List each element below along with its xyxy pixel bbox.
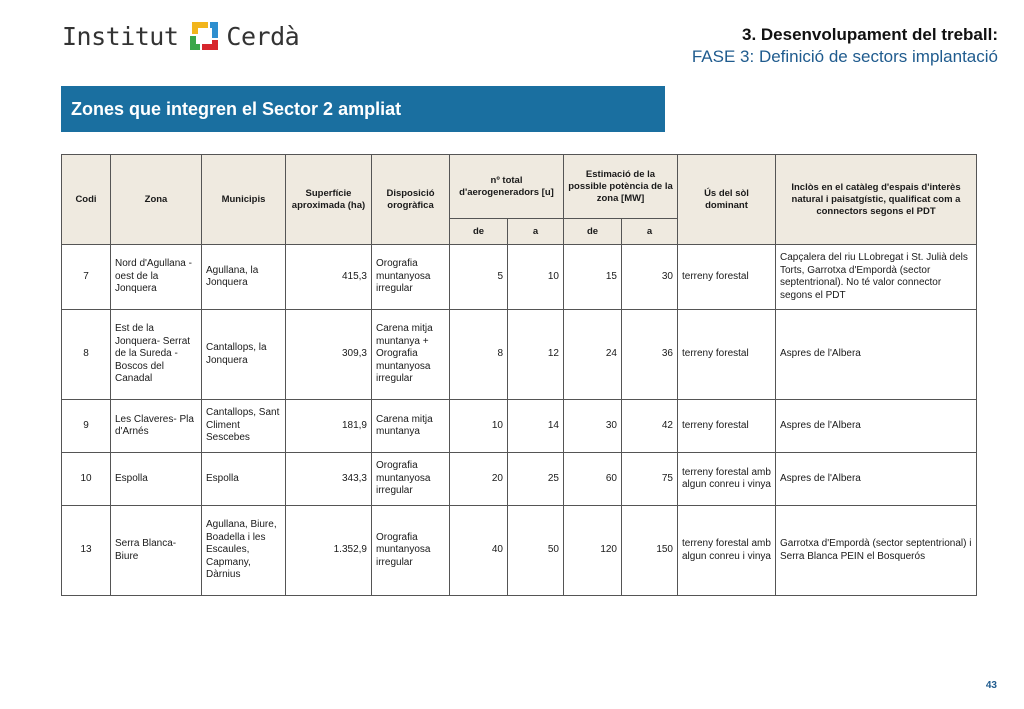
cell-codi: 7	[62, 245, 111, 310]
cell-zona: Espolla	[111, 453, 202, 506]
phase-label: FASE 3:	[691, 47, 755, 66]
header-mw-a: a	[622, 219, 678, 245]
table-row	[62, 310, 977, 400]
cell-aero-a: 25	[508, 453, 564, 506]
cell-us: terreny forestal	[678, 400, 776, 453]
cell-aero-a: 14	[508, 400, 564, 453]
header-codi: Codi	[62, 155, 111, 245]
cell-disposicio: Carena mitja muntanya	[372, 400, 450, 453]
header-aero-a: a	[508, 219, 564, 245]
cell-mw-a: 36	[622, 310, 678, 400]
cell-disposicio: Carena mitja muntanya + Orografia muntanyosa irregular	[372, 310, 450, 400]
cell-superficie: 1.352,9	[286, 506, 372, 596]
cell-cataleg: Aspres de l'Albera	[776, 310, 977, 400]
cell-cataleg: Aspres de l'Albera	[776, 400, 977, 453]
phase-title: Definició de sectors implantació	[758, 47, 998, 66]
cell-superficie: 415,3	[286, 245, 372, 310]
cell-zona: Nord d'Agullana - oest de la Jonquera	[111, 245, 202, 310]
cell-zona: Serra Blanca- Biure	[111, 506, 202, 596]
cell-codi: 13	[62, 506, 111, 596]
header-superficie: Superfície aproximada (ha)	[286, 155, 372, 245]
cell-zona: Les Claveres- Pla d'Arnés	[111, 400, 202, 453]
cerda-logo-icon	[188, 20, 220, 52]
cell-aero-de: 10	[450, 400, 508, 453]
cell-codi: 8	[62, 310, 111, 400]
cell-us: terreny forestal amb algun conreu i vinya	[678, 506, 776, 596]
cell-aero-a: 50	[508, 506, 564, 596]
cell-superficie: 343,3	[286, 453, 372, 506]
cell-codi: 9	[62, 400, 111, 453]
cell-mw-de: 120	[564, 506, 622, 596]
section-subtitle	[692, 46, 998, 68]
cell-us: terreny forestal	[678, 245, 776, 310]
cell-municipis: Agullana, la Jonquera	[202, 245, 286, 310]
cell-codi: 10	[62, 453, 111, 506]
header-us: Ús del sòl dominant	[678, 155, 776, 245]
section-header	[692, 24, 998, 68]
cell-zona: Est de la Jonquera- Serrat de la Sureda - Boscos del Canadal	[111, 310, 202, 400]
table-row	[62, 506, 977, 596]
cell-mw-a: 42	[622, 400, 678, 453]
table-row	[62, 245, 977, 310]
section-title: 3. Desenvolupament del treball:	[741, 25, 998, 44]
cell-aero-de: 8	[450, 310, 508, 400]
cell-cataleg: Aspres de l'Albera	[776, 453, 977, 506]
table-row	[62, 400, 977, 453]
logo	[62, 16, 299, 56]
header-disposicio: Disposició orogràfica	[372, 155, 450, 245]
cell-mw-a: 30	[622, 245, 678, 310]
cell-municipis: Cantallops, la Jonquera	[202, 310, 286, 400]
header-potencia: Estimació de la possible potència de la zona [MW]	[564, 155, 678, 219]
cell-cataleg: Capçalera del riu LLobregat i St. Julià dels Torts, Garrotxa d'Empordà (sector septentrional). No té valor connector segons el PDT	[776, 245, 977, 310]
cell-disposicio: Orografia muntanyosa irregular	[372, 245, 450, 310]
zones-table	[61, 154, 977, 596]
header-mw-de: de	[564, 219, 622, 245]
table-row	[62, 453, 977, 506]
cell-aero-a: 12	[508, 310, 564, 400]
header-zona: Zona	[111, 155, 202, 245]
cell-disposicio: Orografia muntanyosa irregular	[372, 506, 450, 596]
cell-aero-a: 10	[508, 245, 564, 310]
cell-mw-de: 30	[564, 400, 622, 453]
cell-municipis: Cantallops, Sant Climent Sescebes	[202, 400, 286, 453]
cell-mw-a: 75	[622, 453, 678, 506]
cell-mw-a: 150	[622, 506, 678, 596]
cell-cataleg: Garrotxa d'Empordà (sector septentrional) i Serra Blanca PEIN el Bosquerós	[776, 506, 977, 596]
header-aerogeneradors: nº total d'aerogeneradors [u]	[450, 155, 564, 219]
cell-us: terreny forestal	[678, 310, 776, 400]
header-cataleg: Inclòs en el catàleg d'espais d'interès natural i paisatgístic, qualificat com a connectors segons el PDT	[776, 155, 977, 245]
page-number: 43	[985, 680, 997, 691]
table-banner: Zones que integren el Sector 2 ampliat	[61, 86, 665, 132]
cell-aero-de: 20	[450, 453, 508, 506]
cell-municipis: Agullana, Biure, Boadella i les Escaules, Capmany, Dàrnius	[202, 506, 286, 596]
cell-mw-de: 24	[564, 310, 622, 400]
header-aero-de: de	[450, 219, 508, 245]
cell-aero-de: 5	[450, 245, 508, 310]
header-municipis: Municipis	[202, 155, 286, 245]
cell-municipis: Espolla	[202, 453, 286, 506]
logo-word-institut: Institut	[62, 21, 179, 51]
cell-aero-de: 40	[450, 506, 508, 596]
cell-disposicio: Orografia muntanyosa irregular	[372, 453, 450, 506]
logo-word-cerda: Cerdà	[226, 21, 300, 51]
cell-mw-de: 15	[564, 245, 622, 310]
cell-superficie: 309,3	[286, 310, 372, 400]
cell-us: terreny forestal amb algun conreu i vinya	[678, 453, 776, 506]
cell-superficie: 181,9	[286, 400, 372, 453]
cell-mw-de: 60	[564, 453, 622, 506]
